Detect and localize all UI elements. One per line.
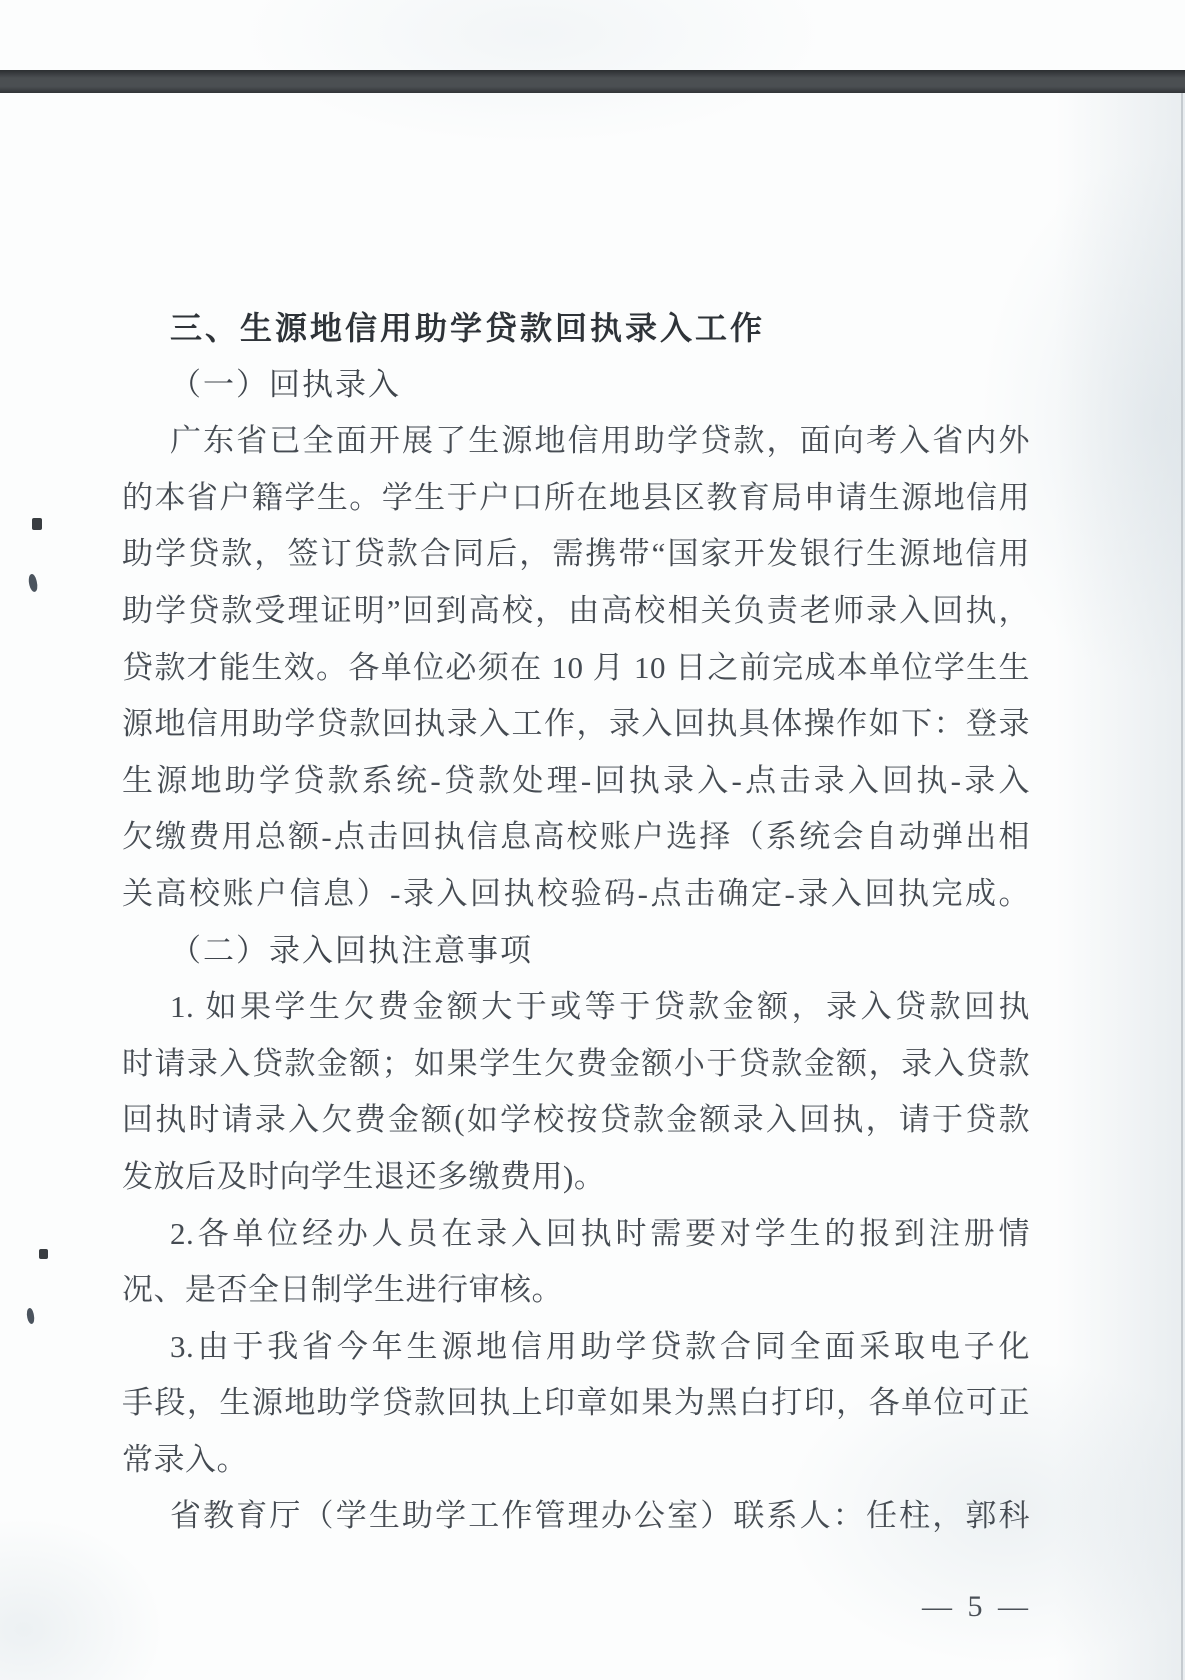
page-number: — 5 —	[922, 1590, 1032, 1623]
text-line: 2.各单位经办人员在录入回执时需要对学生的报到注册情	[170, 1215, 1030, 1251]
text-line: 欠缴费用总额-点击回执信息高校账户选择（系统会自动弹出相	[122, 819, 1030, 855]
scan-speck	[39, 1249, 48, 1259]
text-line: 时请录入贷款金额；如果学生欠费金额小于贷款金额，录入贷款	[122, 1045, 1030, 1081]
text-line: 1. 如果学生欠费金额大于或等于贷款金额，录入贷款回执	[170, 989, 1030, 1025]
text-line: 3.由于我省今年生源地信用助学贷款合同全面采取电子化	[170, 1328, 1030, 1364]
text-line: 况、是否全日制学生进行审核。	[122, 1272, 563, 1308]
page-edge-shadow	[1055, 93, 1185, 1680]
text-line: 常录入。	[122, 1441, 248, 1477]
section-heading: 三、生源地信用助学贷款回执录入工作	[170, 310, 766, 346]
text-line: 助学贷款，签订贷款合同后，需携带“国家开发银行生源地信用	[122, 536, 1030, 572]
scan-speck	[27, 573, 39, 592]
text-line: 的本省户籍学生。学生于户口所在地县区教育局申请生源地信用	[122, 479, 1030, 515]
text-line: 生源地助学贷款系统-贷款处理-回执录入-点击录入回执-录入	[122, 762, 1030, 798]
scan-artifact-bar	[0, 70, 1185, 93]
sub-heading: （二）录入回执注意事项	[170, 932, 533, 968]
text-line: 源地信用助学贷款回执录入工作，录入回执具体操作如下：登录	[122, 706, 1030, 742]
text-line: 贷款才能生效。各单位必须在 10 月 10 日之前完成本单位学生生	[122, 649, 1030, 685]
text-line: 发放后及时向学生退还多缴费用)。	[122, 1158, 606, 1194]
text-line: 回执时请录入欠费金额(如学校按贷款金额录入回执，请于贷款	[122, 1102, 1030, 1138]
text-line: 关高校账户信息）-录入回执校验码-点击确定-录入回执完成。	[122, 875, 1030, 911]
page-edge-line	[1181, 93, 1183, 1680]
scan-speck	[25, 1307, 35, 1324]
sub-heading: （一）回执录入	[170, 366, 401, 402]
text-line: 手段，生源地助学贷款回执上印章如果为黑白打印，各单位可正	[122, 1385, 1030, 1421]
document-text	[122, 300, 1030, 1545]
text-line: 省教育厅（学生助学工作管理办公室）联系人：任柱，郭科	[170, 1498, 1030, 1534]
scan-speck	[32, 518, 42, 530]
text-line: 助学贷款受理证明”回到高校，由高校相关负责老师录入回执，	[122, 592, 1030, 628]
text-line: 广东省已全面开展了生源地信用助学贷款，面向考入省内外	[170, 423, 1030, 459]
